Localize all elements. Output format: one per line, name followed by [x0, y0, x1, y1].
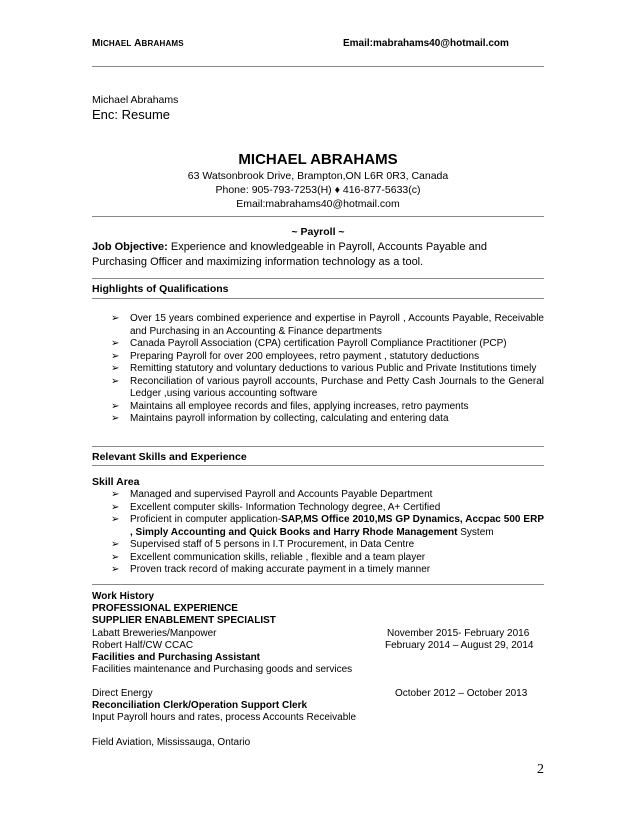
arrow-bullet-icon: ➢	[111, 489, 120, 500]
role-supplier-specialist: SUPPLIER ENABLEMENT SPECIALIST	[92, 615, 276, 626]
arrow-bullet-icon: ➢	[111, 564, 120, 575]
list-item: ➢ Maintains all employee records and files, applying increases, retro payments	[111, 400, 469, 412]
arrow-bullet-icon: ➢	[111, 400, 120, 412]
job-field-aviation: Field Aviation, Mississauga, Ontario	[92, 737, 251, 748]
work-heading: Work History	[92, 591, 155, 602]
enclosure-line: Enc: Resume	[92, 107, 171, 122]
list-item: ➢ Excellent communication skills, reliable , flexible and a team player	[111, 551, 426, 563]
job-direct-energy	[92, 688, 544, 701]
work-rule	[92, 584, 544, 585]
list-item: ➢ Canada Payroll Association (CPA) certification Payroll Compliance Practitioner (PCP)	[111, 338, 507, 349]
job-dates: February 2014 – August 29, 2014	[385, 640, 534, 651]
from-name: Michael Abrahams	[92, 94, 179, 106]
header-email: Email:mabrahams40@hotmail.com	[343, 38, 509, 49]
list-item: ➢ Proven track record of making accurate payment in a timely manner	[111, 564, 431, 575]
arrow-bullet-icon: ➢	[111, 501, 120, 513]
list-item: ➢ Excellent computer skills- Information Technology degree, A+ Certified	[111, 501, 441, 513]
arrow-bullet-icon: ➢	[111, 313, 120, 324]
job-company: Labatt Breweries/Manpower	[92, 628, 217, 639]
skills-list	[108, 489, 544, 577]
resume-title: ~ Payroll ~	[291, 226, 345, 238]
resume-address: 63 Watsonbrook Drive, Brampton,ON L6R 0R3, Canada	[187, 170, 449, 182]
arrow-bullet-icon: ➢	[111, 363, 120, 374]
arrow-bullet-icon: ➢	[111, 375, 120, 387]
list-item: ➢ Over 15 years combined experience and expertise in Payroll , Accounts Payable, Receivable and Purchasing in an Accounting & Finance departments	[111, 313, 544, 337]
highlights-heading: Highlights of Qualifications	[92, 283, 229, 295]
job-dates: October 2012 – October 2013	[395, 688, 528, 699]
arrow-bullet-icon: ➢	[111, 539, 120, 550]
arrow-bullet-icon: ➢	[111, 338, 120, 349]
title-rule	[92, 216, 544, 217]
job-company: Robert Half/CW CCAC	[92, 640, 194, 651]
role-facilities: Facilities and Purchasing Assistant	[92, 652, 261, 663]
list-item: ➢ Reconciliation of various payroll accounts, Purchase and Petty Cash Journals to the General Ledger ,using various accounting software	[111, 375, 544, 399]
job-labatt	[92, 628, 544, 641]
work-section: PROFESSIONAL EXPERIENCE	[92, 603, 238, 614]
role-reconciliation-desc: Input Payroll hours and rates, process Accounts Receivable	[92, 712, 357, 723]
job-robert-half	[92, 640, 544, 653]
arrow-bullet-icon: ➢	[111, 514, 120, 525]
arrow-bullet-icon: ➢	[111, 350, 120, 362]
job-company: Direct Energy	[92, 688, 153, 699]
skills-underline	[92, 465, 544, 466]
arrow-bullet-icon: ➢	[111, 413, 120, 424]
list-item: ➢ Supervised staff of 5 persons in I.T Procurement, in Data Centre	[111, 539, 415, 550]
list-item: ➢ Remitting statutory and voluntary deductions to various Public and Private Institutions timely	[111, 363, 537, 374]
role-facilities-desc: Facilities maintenance and Purchasing goods and services	[92, 664, 353, 675]
job-dates: November 2015- February 2016	[387, 628, 530, 639]
resume-name: MICHAEL ABRAHAMS	[238, 151, 398, 168]
highlights-underline	[92, 298, 544, 299]
skills-rule	[92, 446, 544, 447]
role-reconciliation: Reconciliation Clerk/Operation Support Clerk	[92, 700, 308, 711]
list-item: ➢ Maintains payroll information by collecting, calculating and entering data	[111, 413, 449, 424]
header-rule	[92, 66, 544, 67]
resume-email: Email:mabrahams40@hotmail.com	[236, 198, 400, 210]
highlights-list	[108, 313, 544, 426]
skills-heading: Relevant Skills and Experience	[92, 451, 247, 463]
skill-area-heading: Skill Area	[92, 476, 140, 488]
page-number: 2	[537, 762, 544, 777]
arrow-bullet-icon: ➢	[111, 551, 120, 563]
list-item: ➢ Preparing Payroll for over 200 employees, retro payment , statutory deductions	[111, 350, 480, 362]
list-item: ➢ Proficient in computer application-SAP,MS Office 2010,MS GP Dynamics, Accpac 500 ERP , Simply Accounting and Quick Books and Harry Rhode Management System	[111, 514, 544, 538]
list-item: ➢ Managed and supervised Payroll and Accounts Payable Department	[111, 489, 433, 500]
header-name: MICHAEL ABRAHAMS	[92, 38, 184, 49]
job-objective: Job Objective: Experience and knowledgeable in Payroll, Accounts Payable and Purchasing Officer and maximizing information technology as a tool.	[92, 241, 488, 268]
resume-phone: Phone: 905-793-7253(H) ♦ 416-877-5633(c)	[215, 184, 421, 196]
highlights-rule	[92, 278, 544, 279]
